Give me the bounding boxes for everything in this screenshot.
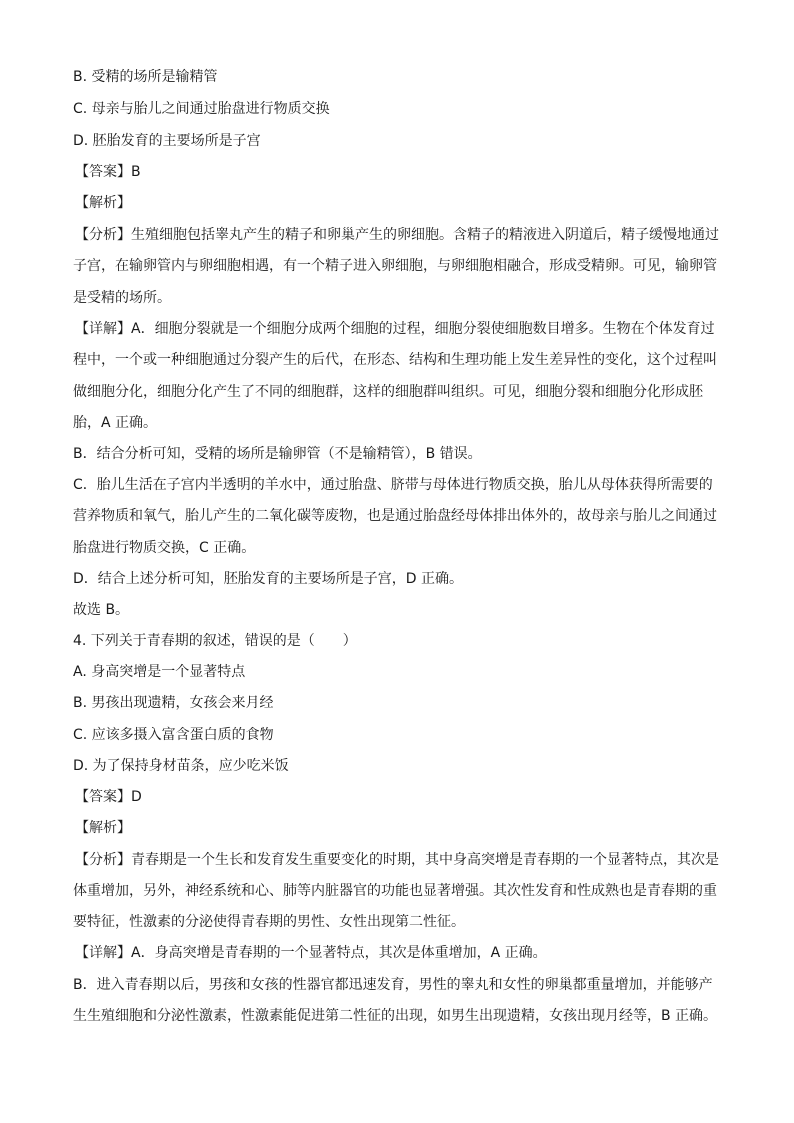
q4-answer-line: 【答案】D	[75, 789, 142, 805]
q4-detail-a-line: 【详解】A．身高突增是青春期的一个显著特点，其次是体重增加，A 正确。	[75, 945, 547, 961]
detail-paragraph-line: 胎，A 正确。	[73, 415, 158, 431]
q4-analysis-paragraph-line: 体重增加，另外，神经系统和心、肺等内脏器官的功能也显著增强。其次性发育和性成熟也是青春期的重	[73, 883, 717, 899]
detail-paragraph-line: 【详解】A．细胞分裂就是一个细胞分成两个细胞的过程，细胞分裂使细胞数目增多。生物在个体发育过	[75, 321, 715, 337]
q4-analysis-paragraph-line: 要特征，性激素的分泌使得青春期的男性、女性出现第二性征。	[73, 914, 465, 930]
choose-line: 故选 B。	[73, 602, 130, 618]
detail-c-line: 营养物质和氧气，胎儿产生的二氧化碳等废物，也是通过胎盘经母体排出体外的，故母亲与胎儿之间通过	[73, 508, 717, 524]
detail-b-line: B．结合分析可知，受精的场所是输卵管（不是输精管），B 错误。	[73, 446, 482, 462]
answer-line: 【答案】B	[75, 164, 141, 180]
q4-detail-b-line: B．进入青春期以后，男孩和女孩的性器官都迅速发育，男性的睾丸和女性的卵巢都重量增加，并能够产	[73, 977, 713, 993]
option-c-line: C. 母亲与胎儿之间通过胎盘进行物质交换	[73, 101, 330, 117]
question-4-stem: 4. 下列关于青春期的叙述，错误的是（ ）	[73, 633, 357, 649]
q4-detail-b-line: 生生殖细胞和分泌性激素，性激素能促进第二性征的出现，如男生出现遗精，女孩出现月经等，B 正确。	[73, 1008, 718, 1024]
q4-option-d: D. 为了保持身材苗条，应少吃米饭	[73, 758, 289, 774]
option-d-line: D. 胚胎发育的主要场所是子宫	[73, 133, 261, 149]
q4-option-c: C. 应该多摄入富含蛋白质的食物	[73, 727, 274, 743]
analysis-paragraph-line: 【分析】生殖细胞包括睾丸产生的精子和卵巢产生的卵细胞。含精子的精液进入阴道后，精子缓慢地通过	[75, 227, 719, 243]
q4-option-a: A. 身高突增是一个显著特点	[73, 664, 246, 680]
detail-c-line: C．胎儿生活在子宫内半透明的羊水中，通过胎盘、脐带与母体进行物质交换，胎儿从母体获得所需要的	[73, 477, 713, 493]
q4-analysis-heading: 【解析】	[75, 820, 131, 836]
analysis-paragraph-line: 是受精的场所。	[73, 290, 171, 306]
option-b-line: B. 受精的场所是输精管	[73, 69, 218, 85]
analysis-heading: 【解析】	[75, 195, 131, 211]
detail-c-line: 胎盘进行物质交换，C 正确。	[73, 540, 256, 556]
q4-option-b: B. 男孩出现遗精，女孩会来月经	[73, 695, 274, 711]
q4-analysis-paragraph-line: 【分析】青春期是一个生长和发育发生重要变化的时期，其中身高突增是青春期的一个显著特点，其次是	[75, 852, 719, 868]
detail-d-line: D．结合上述分析可知，胚胎发育的主要场所是子宫，D 正确。	[73, 571, 464, 587]
detail-paragraph-line: 程中，一个或一种细胞通过分裂产生的后代，在形态、结构和生理功能上发生差异性的变化，这个过程叫	[73, 352, 717, 368]
analysis-paragraph-line: 子宫，在输卵管内与卵细胞相遇，有一个精子进入卵细胞，与卵细胞相融合，形成受精卵。可见，输卵管	[73, 258, 717, 274]
detail-paragraph-line: 做细胞分化，细胞分化产生了不同的细胞群，这样的细胞群叫组织。可见，细胞分裂和细胞分化形成胚	[73, 384, 703, 400]
